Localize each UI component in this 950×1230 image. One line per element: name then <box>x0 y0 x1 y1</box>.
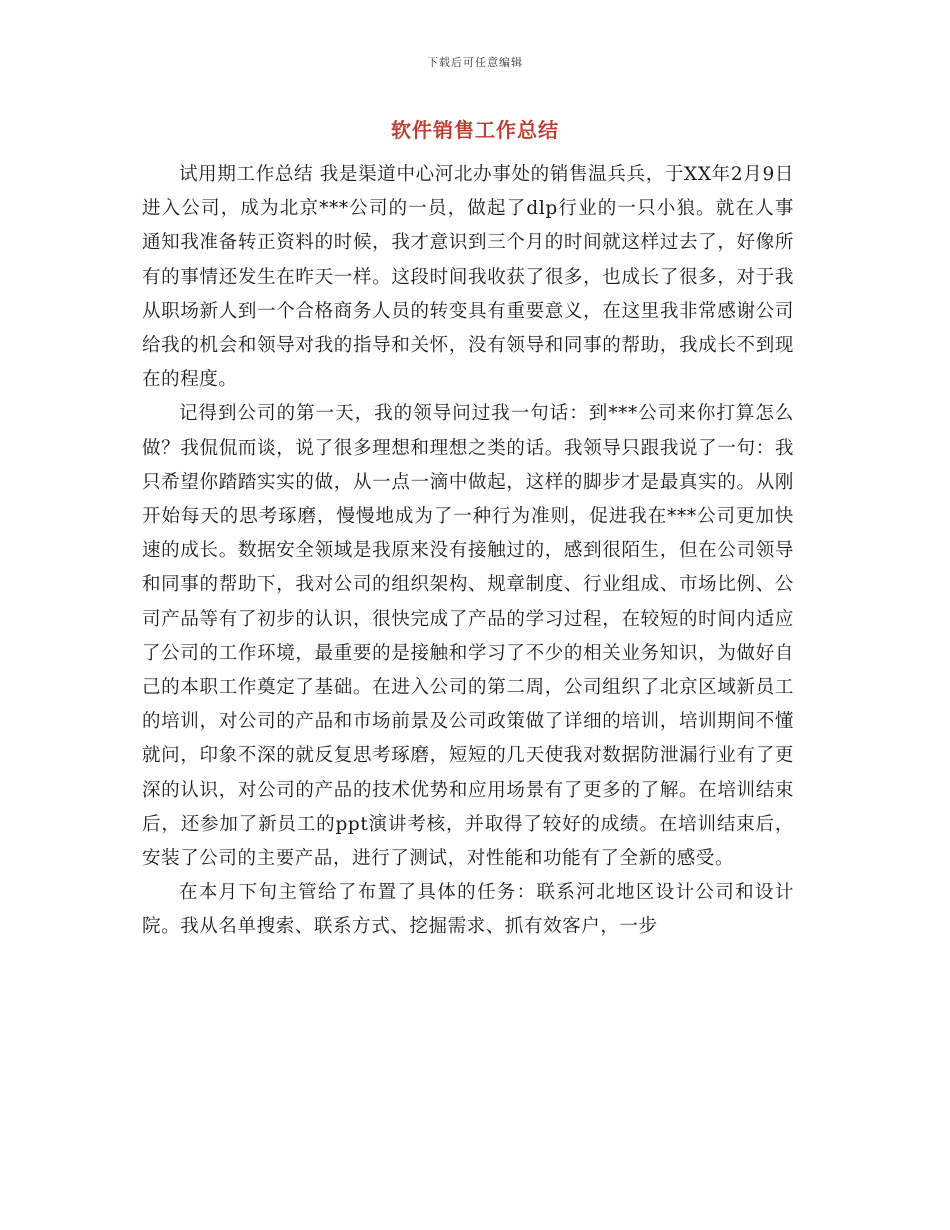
header-note: 下载后可任意编辑 <box>427 56 523 69</box>
paragraph-1: 试用期工作总结 我是渠道中心河北办事处的销售温兵兵，于XX年2月9日进入公司，成为北京***公司的一员，做起了dlp行业的一只小狼。就在人事通知我准备转正资料的时候，我才意识到三个月的时间就这样过去了，好像所有的事情还发生在昨天一样。这段时间我收获了很多，也成长了很多，对于我从职场新人到一个合格商务人员的转变具有重要意义，在这里我非常感谢公司给我的机会和领导对我的指导和关怀，没有领导和同事的帮助，我成长不到现在的程度。 <box>142 164 794 391</box>
paragraph-3: 在本月下旬主管给了布置了具体的任务：联系河北地区设计公司和设计院。我从名单搜索、联系方式、挖掘需求、抓有效客户，一步 <box>142 882 794 938</box>
document-body <box>142 158 794 945</box>
paragraph-2: 记得到公司的第一天，我的领导问过我一句话：到***公司来你打算怎么做？我侃侃而谈，说了很多理想和理想之类的话。我领导只跟我说了一句：我只希望你踏踏实实的做，从一点一滴中做起，这样的脚步才是最真实的。从刚开始每天的思考琢磨，慢慢地成为了一种行为准则，促进我在***公司更加快速的成长。数据安全领域是我原来没有接触过的，感到很陌生，但在公司领导和同事的帮助下，我对公司的组织架构、规章制度、行业组成、市场比例、公司产品等有了初步的认识，很快完成了产品的学习过程，在较短的时间内适应了公司的工作环境，最重要的是接触和学习了不少的相关业务知识，为做好自己的本职工作奠定了基础。在进入公司的第二周，公司组织了北京区域新员工的培训，对公司的产品和市场前景及公司政策做了详细的培训，培训期间不懂就问，印象不深的就反复思考琢磨，短短的几天使我对数据防泄漏行业有了更深的认识，对公司的产品的技术优势和应用场景有了更多的了解。在培训结束后，还参加了新员工的ppt演讲考核，并取得了较好的成绩。在培训结束后，安装了公司的主要产品，进行了测试，对性能和功能有了全新的感受。 <box>142 403 794 870</box>
document-title: 软件销售工作总结 <box>391 118 559 142</box>
